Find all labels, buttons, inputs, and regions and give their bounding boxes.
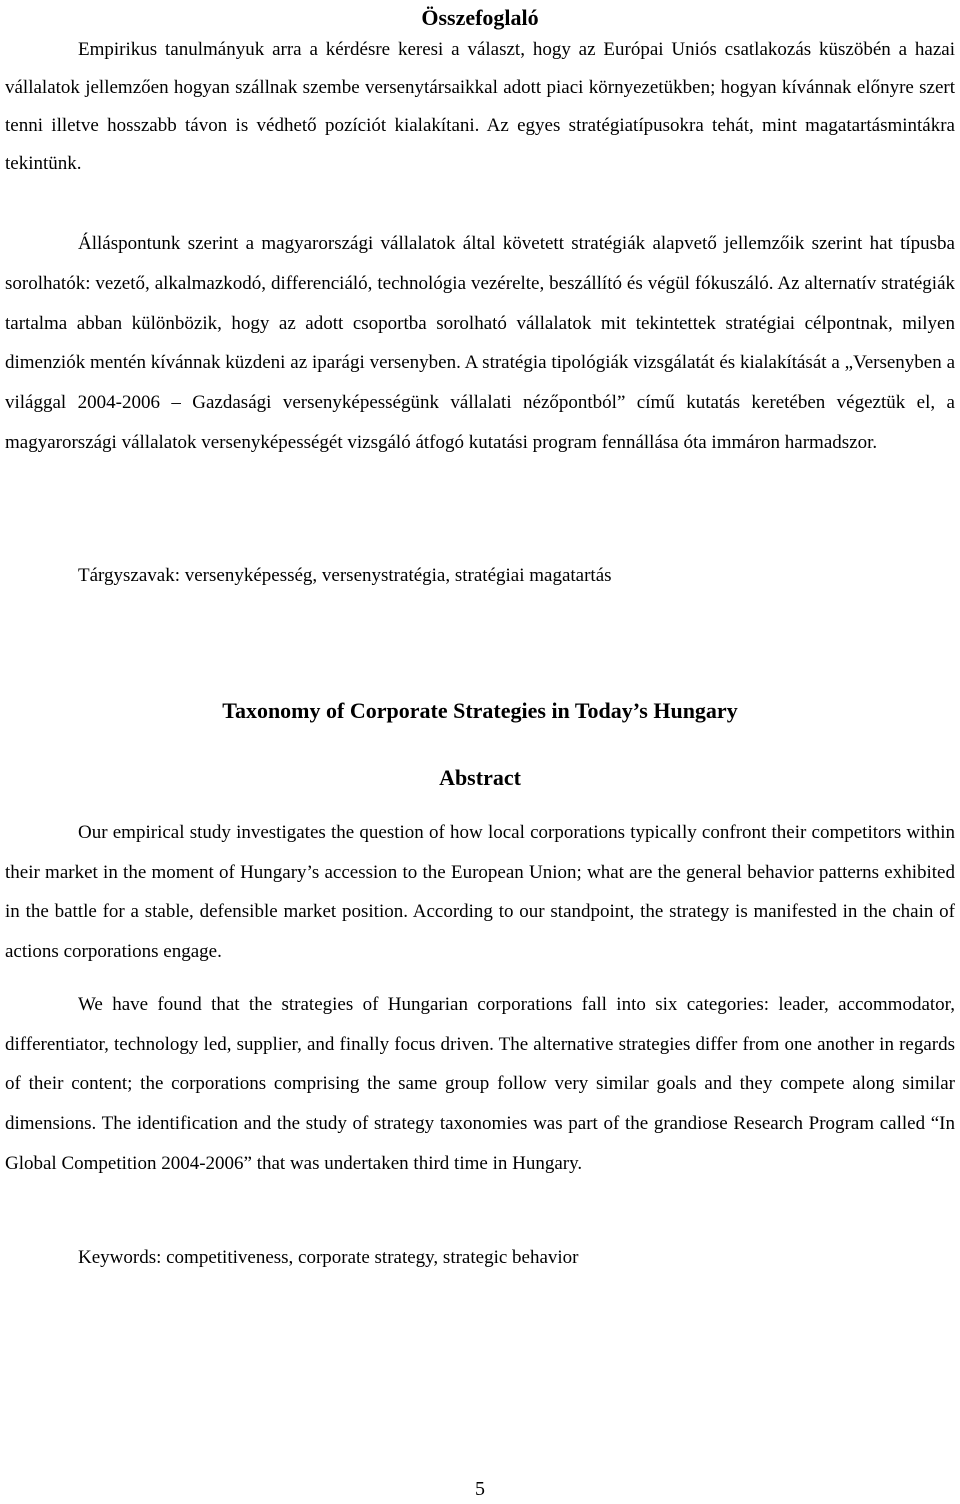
paper-title-en: Taxonomy of Corporate Strategies in Today’s Hungary — [222, 698, 738, 723]
abstract-paragraph-1: Our empirical study investigates the question of how local corporations typically confront their competitors within their market in the moment of Hungary’s accession to the European Union; what are the general behavior patterns exhibited in the battle for a stable, defensible market position. According to our standpoint, the strategy is manifested in the chain of actions corporations engage. — [5, 822, 955, 963]
summary-title-hu: Összefoglaló — [421, 5, 539, 30]
abstract-keywords-en: Keywords: competitiveness, corporate strategy, strategic behavior — [78, 1247, 579, 1268]
summary-keywords-hu: Tárgyszavak: versenyképesség, versenystratégia, stratégiai magatartás — [78, 565, 612, 586]
abstract-heading: Abstract — [439, 765, 521, 790]
summary-paragraph-1: Empirikus tanulmányuk arra a kérdésre keresi a választ, hogy az Európai Uniós csatlakozás küszöbén a hazai vállalatok jellemzően hogyan szállnak szembe versenytársaikkal adott piaci környezetükben; hogyan kívánnak előnyre szert tenni illetve hosszabb távon is védhető pozíciót kialakítani. Az egyes stratégiatípusokra tehát, mint magatartásmintákra tekintünk. — [5, 39, 955, 174]
abstract-paragraph-2: We have found that the strategies of Hungarian corporations fall into six categories: leader, accommodator, differentiator, technology led, supplier, and finally focus driven. The alternative strategies differ from one another in regards of their content; the corporations comprising the same group follow very similar goals and they compete along similar dimensions. The identification and the study of strategy taxonomies was part of the grandiose Research Program called “In Global Competition 2004-2006” that was undertaken third time in Hungary. — [5, 994, 955, 1174]
summary-paragraph-2: Álláspontunk szerint a magyarországi vállalatok által követett stratégiák alapvető jellemzőik szerint hat típusba sorolhatók: vezető, alkalmazkodó, differenciáló, technológia vezérelte, beszállító és végül fókuszáló. Az alternatív stratégiák tartalma abban különbözik, hogy az adott csoportba sorolható vállalatok mit tekintettek stratégiai célpontnak, milyen dimenziók mentén kívánnak küzdeni az iparági versenyben. A stratégia tipológiák vizsgálatát és kialakítását a „Versenyben a világgal 2004-2006 – Gazdasági versenyképességünk vállalati nézőpontból” című kutatás keretében végeztük el, a magyarországi vállalatok versenyképességét vizsgáló átfogó kutatási program fennállása óta immáron harmadszor. — [5, 233, 955, 453]
document-page — [5, 0, 955, 1501]
page-number: 5 — [475, 1478, 485, 1500]
